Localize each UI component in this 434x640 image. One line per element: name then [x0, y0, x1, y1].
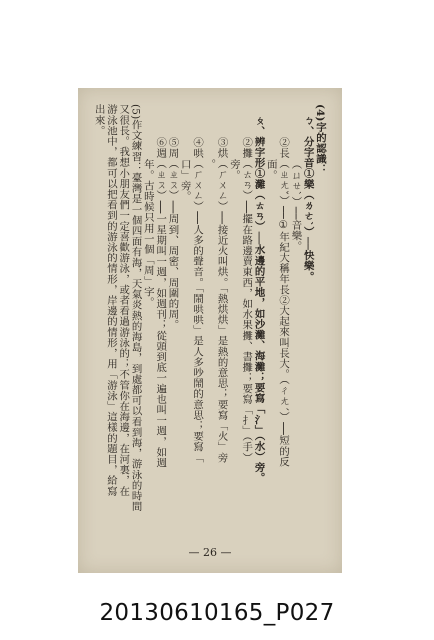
- text-line: ④哄（ㄏㄨㄥ）──人多的聲音。「鬧哄哄」是人多吵鬧的意思；要寫「: [191, 137, 204, 463]
- text-line: ②長（ㄓㄤˇ）──①年紀大稱年長②大起來叫長大。（ㄔㄤˊ）──短的反: [277, 137, 290, 467]
- text-line: 口」旁。: [178, 159, 191, 202]
- text-line: 。: [203, 159, 216, 170]
- text-line: ㄅ、分字音①樂（ㄌㄜˋ）──快樂。: [301, 115, 314, 282]
- page-number: — 26 —: [188, 546, 232, 559]
- text-line: 出來。: [92, 104, 105, 136]
- text-line: （ㄩㄝˋ）──音樂。: [289, 159, 302, 252]
- text-line: 面。: [264, 159, 277, 181]
- body-text: [92, 104, 326, 536]
- text-line: (5)作文練習：臺灣是一個四面有海，天氣炎熱的海島，到處都可以看到海，游泳的時間: [129, 104, 142, 512]
- text-line: ⑥週（ㄓㄡ）──一星期叫一週，如週刊；從頭到底一遍也叫一週，如週: [154, 137, 167, 468]
- text-line: 又很長。我想小朋友們一定喜歡游泳，或者看過游泳的；不管你在海邊，在河裏，在: [117, 104, 130, 497]
- text-line: ③烘（ㄏㄨㄥ）──接近火叫烘。「熱烘烘」是熱的意思；要寫「火」旁: [215, 137, 228, 463]
- text-line: ⑤周（ㄓㄡ）──周到、周密、周圍的周。: [166, 137, 179, 331]
- image-caption: 20130610165_P027: [99, 600, 335, 626]
- text-line: (4)字的認識：: [314, 104, 326, 175]
- text-line: ㄆ、辨字形①灘（ㄊㄢ）──水邊的平地，如沙灘、海灘；要寫「氵」（水）旁。: [252, 115, 265, 484]
- text-line: ②攤（ㄊㄢ）──擺在路邊賣東西，如水果攤、書攤；要寫「扌」（手）: [240, 137, 253, 463]
- book-page: [78, 88, 342, 573]
- text-line: 年。古時候只用一個「周」字。: [141, 159, 154, 308]
- text-line: 游泳池中，都可以把看到的游泳的情形，岸邊的情形，用「游泳」這樣的題目，給寫: [104, 104, 117, 497]
- text-line: 旁。: [227, 159, 240, 181]
